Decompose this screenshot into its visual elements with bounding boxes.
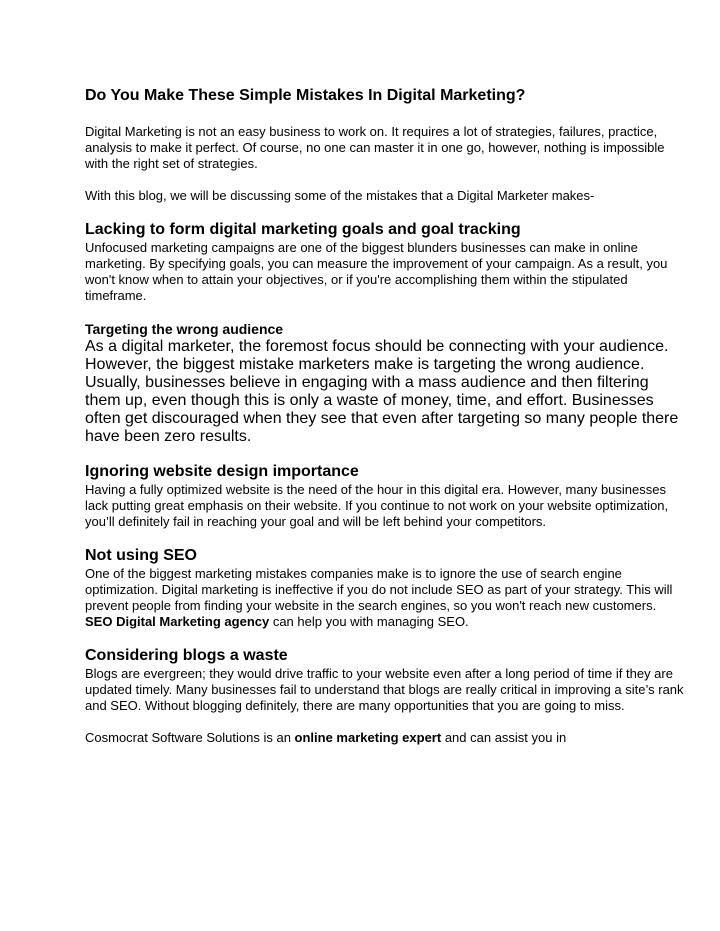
closing-text-after: and can assist you in bbox=[441, 730, 567, 745]
section-body-website-design: Having a fully optimized website is the need of the hour in this digital era. However, many businesses lack putting great emphasis on their website. If you continue to not work on your website optimization, you’ll definitely fail in reaching your goal and will be left behind your competitors. bbox=[85, 482, 669, 529]
seo-agency-bold-text: SEO Digital Marketing agency bbox=[85, 614, 270, 629]
closing-bold-text: online marketing expert bbox=[294, 730, 442, 745]
closing-paragraph bbox=[85, 730, 685, 746]
section-body-goals: Unfocused marketing campaigns are one of the biggest blunders businesses can make in online marketing. By specifying goals, you can measure the improvement of your campaign. As a result, you won't know when to attain your objectives, or if you're accomplishing them within the stipulated timeframe. bbox=[85, 240, 668, 303]
section-heading-seo: Not using SEO bbox=[85, 547, 197, 564]
seo-body-text-before: One of the biggest marketing mistakes companies make is to ignore the use of search engine optimization. Digital marketing is ineffective if you do not include SEO as part of your strategy. This will prevent people from finding your website in the search engines, so you won't reach new customers. bbox=[85, 566, 673, 613]
intro-paragraph-2: With this blog, we will be discussing some of the mistakes that a Digital Marketer makes- bbox=[85, 188, 595, 203]
section-body-audience: As a digital marketer, the foremost focus should be connecting with your audience. However, the biggest mistake marketers make is targeting the wrong audience. Usually, businesses believe in engaging with a mass audience and then filtering them up, even though this is only a waste of money, time, and effort. Businesses often get discouraged when they see that even after targeting so many people there have been zero results. bbox=[85, 338, 679, 445]
section-website-design bbox=[85, 462, 685, 530]
section-goals bbox=[85, 220, 685, 304]
section-body-seo bbox=[85, 566, 685, 630]
seo-body-text-after: can help you with managing SEO. bbox=[269, 614, 469, 629]
section-heading-audience: Targeting the wrong audience bbox=[85, 321, 284, 337]
section-body-blogs: Blogs are evergreen; they would drive traffic to your website even after a long period of time if they are updated timely. Many businesses fail to understand that blogs are really critical in improving a site’s rank and SEO. Without blogging definitely, there are many opportunities that you are going to miss. bbox=[85, 666, 684, 713]
intro-paragraph-1: Digital Marketing is not an easy business to work on. It requires a lot of strategies, failures, practice, analysis to make it perfect. Of course, no one can master it in one go, however, nothing is impossible with the right set of strategies. bbox=[85, 124, 665, 171]
section-heading-goals: Lacking to form digital marketing goals and goal tracking bbox=[85, 221, 521, 238]
section-heading-website-design: Ignoring website design importance bbox=[85, 463, 359, 480]
document-page bbox=[85, 86, 685, 746]
section-seo bbox=[85, 546, 685, 630]
document-title: Do You Make These Simple Mistakes In Digital Marketing? bbox=[85, 87, 526, 104]
section-audience bbox=[85, 320, 685, 446]
section-blogs bbox=[85, 646, 685, 714]
section-heading-blogs: Considering blogs a waste bbox=[85, 647, 288, 664]
closing-text-before: Cosmocrat Software Solutions is an bbox=[85, 730, 295, 745]
